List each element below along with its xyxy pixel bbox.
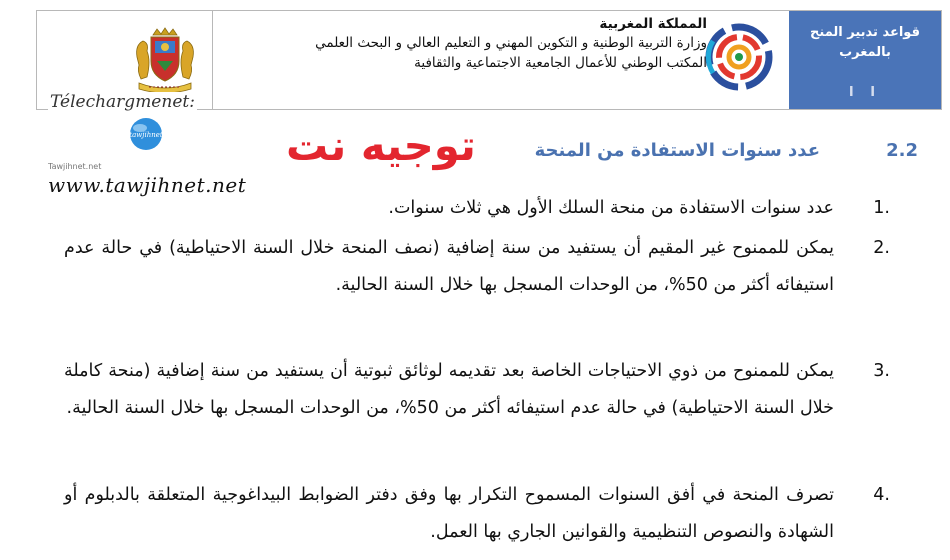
item-number: 4. bbox=[873, 485, 890, 505]
moroccan-coat-of-arms-icon bbox=[133, 27, 197, 97]
small-url: Tawjihnet.net bbox=[48, 162, 102, 171]
download-label: Télechargmenet: bbox=[50, 92, 195, 112]
title-decoration: I I bbox=[848, 85, 882, 100]
item-text: يمكن للممنوح غير المقيم أن يستفيد من سنة إضافية (نصف المنحة خلال السنة الاحتياطية) في حالة عدم استيفائه أكثر من 50%، من الوحدات المسجل بها خلال السنة الحالية. bbox=[64, 238, 834, 295]
list-item bbox=[300, 194, 890, 222]
item-text: يمكن للممنوح من ذوي الاحتياجات الخاصة بعد تقديمه لوثائق ثبوتية أن يستفيد من سنة إضافية (منحة كاملة خلال السنة الاحتياطية) في حالة عدم استيفائه أكثر من 50%، من الوحدات المسجل بها خلال السنة الحالية. bbox=[64, 361, 834, 418]
document-title: قواعد تدبير المنح بالمغرب bbox=[810, 25, 920, 60]
logo-text: توجيه نت bbox=[286, 121, 476, 170]
section-heading bbox=[534, 140, 918, 161]
list-item bbox=[64, 353, 890, 427]
document-title-box bbox=[789, 11, 941, 109]
section-title: عدد سنوات الاستفادة من المنحة bbox=[534, 140, 820, 161]
ministry-logo-icon bbox=[705, 23, 773, 91]
office-name: المكتب الوطني للأعمال الجامعية الاجتماعية والثقافية bbox=[414, 55, 707, 71]
section-number: 2.2 bbox=[886, 140, 918, 161]
kingdom-name: المملكة المغربية bbox=[599, 16, 707, 32]
site-url[interactable]: www.tawjihnet.net bbox=[48, 173, 247, 197]
ministry-block bbox=[267, 15, 707, 73]
item-text: تصرف المنحة في أفق السنوات المسموح التكرار بها وفق دفتر الضوابط البيداغوجية المتعلقة بالدبلوم أو الشهادة والنصوص التنظيمية والقوانين الجاري بها العمل. bbox=[64, 485, 834, 542]
list-item bbox=[64, 477, 890, 551]
logo-badge-text: tawjihnet bbox=[129, 131, 163, 139]
item-text: عدد سنوات الاستفادة من منحة السلك الأول هي ثلاث سنوات. bbox=[388, 198, 834, 218]
list-item bbox=[64, 230, 890, 304]
item-number: 3. bbox=[873, 361, 890, 381]
item-number: 2. bbox=[873, 238, 890, 258]
ministry-name: وزارة التربية الوطنية و التكوين المهني و التعليم العالي و البحث العلمي bbox=[315, 35, 707, 51]
item-number: 1. bbox=[873, 198, 890, 218]
